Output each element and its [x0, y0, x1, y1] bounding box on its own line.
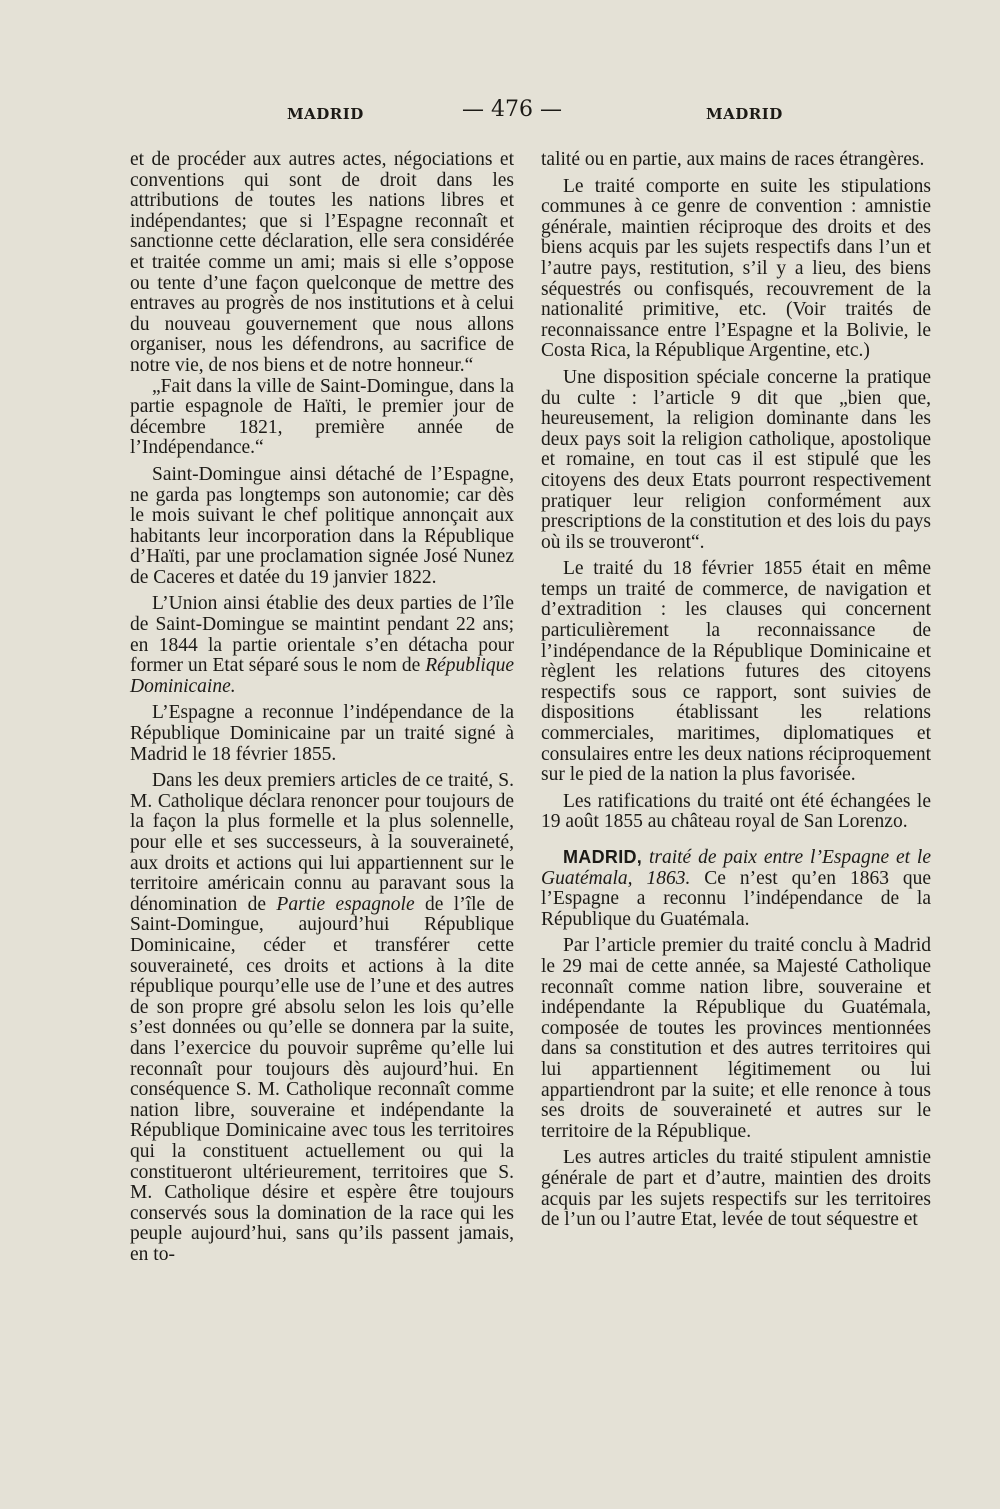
paragraph: Saint-Domingue ainsi détaché de l’Espagne, ne garda pas longtemps son autonomie; car dès le mois suivant le chef politique annonçait aux habitants leur incorporation dans la République d’Haïti, par une proclamation signée José Nunez de Caceres et datée du 19 janvier 1822.: [130, 463, 514, 588]
header-right-title: MADRID: [706, 105, 783, 123]
running-header: [0, 97, 1000, 133]
entry-subtitle: traité de paix entre l’Espagne et le Guatémala, 1863.: [541, 847, 931, 889]
paragraph: talité ou en partie, aux mains de races étrangères.: [541, 149, 925, 170]
paragraph: L’Espagne a reconnue l’indépendance de la République Dominicaine par un traité signé à Madrid le 18 février 1855.: [130, 702, 514, 765]
paragraph-text: L’Union ainsi établie des deux parties de l’île de Saint-Domingue se maintint pendant 22 ans; en 1844 la partie orientale s’en détacha pour former un Etat séparé sous le nom de: [130, 593, 514, 677]
paragraph: Une disposition spéciale concerne la pratique du culte : l’article 9 dit que „bien que, heureusement, la religion dominante dans les deux pays soit la religion catholique, apostolique et romaine, en tout cas il est stipulé que les citoyens des deux Etats pourront respectivement pratiquer leur religion conformément aux prescriptions de la constitution et des lois du pays où ils se trouveront“.: [541, 366, 931, 553]
entry-paragraph: [541, 847, 931, 930]
paragraph-text: de l’île de Saint-Domingue, aujourd’hui République Dominicaine, céder et transférer cette souveraineté, ces droits et actions à la dite république pourqu’elle use de l’une et des autres de son propre gré absolu selon les lois qu’elle s’est données ou qu’elle se donnera par la suite, dans l’exercice du pouvoir suprême qu’elle lui reconnaît pour toujours dès aujourd’hui. En conséquence S. M. Catholique reconnaît comme nation libre, souveraine et indépendante la République Dominicaine avec tous les territoires qui la constituent actuellement ou qui la constitueront ultérieurement, territoires que S. M. Catholique désire et espère être toujours conservés sous la domination de la race qui les peuple aujourd’hui, sans qu’ils passent jamais, en to-: [130, 893, 515, 1265]
paragraph: Le traité comporte en suite les stipulations communes à ce genre de convention : amnistie générale, maintien réciproque des droits et des biens acquis par les sujets respectifs dans l’un et l’autre pays, restitution, s’il y a lieu, des biens séquestrés ou confisqués, recouvrement de la nationalité primitive, etc. (Voir traités de reconnaissance entre l’Espagne et la Bolivie, le Costa Rica, la République Argentine, etc.): [541, 175, 931, 362]
italic-term: République Dominicaine.: [130, 655, 514, 697]
paragraph-text: Dans les deux premiers articles de ce traité, S. M. Catholique déclara renoncer pour toujours de la façon la plus formelle et la plus solennelle, pour elle et ses successeurs, à la souveraineté, aux droits et actions qui lui appartiennent sur le territoire américain connu au paravant sous la dénomination de: [130, 770, 514, 915]
paragraph: [130, 594, 514, 697]
paragraph: „Fait dans la ville de Saint-Domingue, dans la partie espagnole de Haïti, le premier jour de décembre 1821, première année de l’Indépendance.“: [130, 375, 514, 459]
paragraph: [130, 771, 514, 1265]
header-left-title: MADRID: [287, 105, 364, 123]
paragraph-text: Ce n’est qu’en 1863 que l’Espagne a reconnu l’indépendance de la République du Guatémala.: [541, 867, 932, 930]
paragraph: Les autres articles du traité stipulent amnistie générale de part et d’autre, maintien des droits acquis par les sujets respectifs sur les territoires de l’un ou l’autre Etat, levée de tout séquestre et: [541, 1147, 931, 1231]
left-column: [130, 150, 514, 1265]
page-number: — 476 —: [462, 97, 562, 122]
entry-headword: MADRID,: [563, 847, 643, 867]
italic-term: Partie espagnole: [276, 893, 415, 915]
paragraph: Le traité du 18 février 1855 était en même temps un traité de commerce, de navigation et d’extradition : les clauses qui concernent particulièrement la reconnaissance de l’indépendance de la République Dominicaine et règlent les relations futures des citoyens respectifs sous ce rapport, sont suivies de dispositions établissant les relations commerciales, maritimes, diplomatiques et consulaires entre les deux nations réciproquement sur le pied de la nation la plus favorisée.: [541, 558, 931, 786]
paragraph: et de procéder aux autres actes, négociations et conventions qui sont de droit dans les attributions de toutes les nations libres et indépendantes; que si l’Espagne reconnaît et sanctionne cette déclaration, elle sera considérée et traitée comme un ami; mais si elle s’oppose ou tente d’une façon quelconque de mettre des entraves au progrès de nos institutions et à celui du nouveau gouvernement que nous allons organiser, nous les défendrons, au sacrifice de notre vie, de nos biens et de notre honneur.“: [130, 149, 514, 376]
paragraph: Les ratifications du traité ont été échangées le 19 août 1855 au château royal de San Lorenzo.: [541, 790, 931, 833]
right-column: [541, 150, 931, 1231]
paragraph: Par l’article premier du traité conclu à Madrid le 29 mai de cette année, sa Majesté Catholique reconnaît comme nation libre, souveraine et indépendante la République du Guatémala, composée de toutes les provinces mentionnées dans sa constitution et des autres territoires qui lui appartiennent légitimement ou lui appartiendront par la suite; et elle renonce à tous ses droits de souveraineté et autres sur le territoire de la République.: [541, 935, 931, 1142]
